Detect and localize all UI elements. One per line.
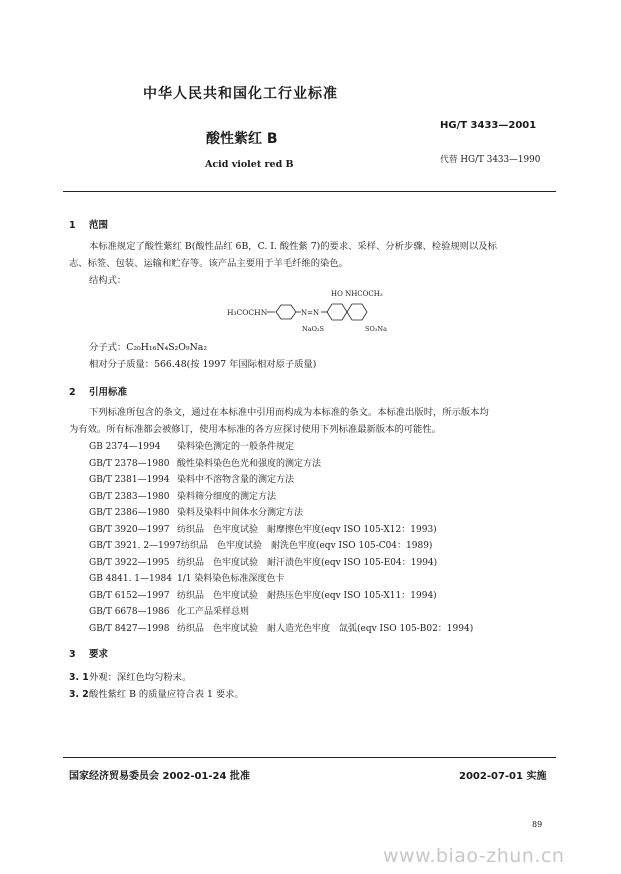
paragraph-line: 下列标准所包含的条文，通过在本标准中引用而构成为本标准的条文。本标准出版时，所示版本均 <box>89 407 489 418</box>
reference-title: 1/1 染料染色标准深度色卡 <box>177 574 285 584</box>
reference-code: GB 4841. 1—1984 <box>89 574 172 584</box>
formula-label: 分子式： <box>89 342 127 353</box>
formula-left-group: H₃COCHN <box>227 308 268 317</box>
reference-code: GB/T 2378—1980 <box>89 459 170 469</box>
requirement-number: 3. 2 <box>69 689 89 700</box>
requirement-number: 3. 1 <box>69 672 89 683</box>
requirement-text: 外观：深红色均匀粉末。 <box>89 672 192 683</box>
reference-title: 酸性染料染色色光和强度的测定方法 <box>177 459 322 469</box>
structural-formula <box>225 286 405 336</box>
reference-code: GB/T 3920—1997 <box>89 525 170 535</box>
replaces-standard: 代替 HG/T 3433—1990 <box>440 155 541 165</box>
section-number: 3 <box>69 649 76 660</box>
reference-item <box>89 522 437 535</box>
section-number: 2 <box>69 387 76 398</box>
reference-item <box>89 456 321 469</box>
standard-number: HG/T 3433—2001 <box>440 120 537 131</box>
section-number: 1 <box>69 220 76 231</box>
mw-label: 相对分子质量： <box>89 359 155 370</box>
reference-title: 化工产品采样总则 <box>177 607 250 617</box>
reference-title: 染料及染料中间体水分测定方法 <box>177 508 304 518</box>
section-title: 要求 <box>89 649 109 660</box>
paragraph-line: 志、标签、包装、运输和贮存等。该产品主要用于羊毛纤维的染色。 <box>69 258 348 269</box>
reference-item <box>89 538 432 551</box>
structure-label: 结构式： <box>89 275 127 286</box>
formula-sub-right: SO₃Na <box>365 325 387 333</box>
formula-value: C₂₀H₁₆N₄S₂O₉Na₂ <box>126 342 208 353</box>
molecular-weight <box>89 356 316 370</box>
section-title: 引用标准 <box>89 387 128 398</box>
requirement-text: 酸性紫红 B 的质量应符合表 1 要求。 <box>89 689 244 700</box>
reference-title: 纺织品 色牢度试验 耐热压色牢度(eqv ISO 105-X11：1994) <box>177 591 437 601</box>
reference-title: 染料筛分细度的测定方法 <box>177 492 277 502</box>
paragraph-line: 为有效。所有标准都会被修订，使用本标准的各方应探讨使用下列标准最新版本的可能性。 <box>69 424 441 435</box>
formula-top-labels: HO NHCOCH₃ <box>331 290 383 298</box>
section-3-heading <box>69 646 108 660</box>
reference-item <box>89 472 294 485</box>
reference-title: 染料染色测定的一般条件规定 <box>177 442 295 452</box>
reference-item <box>89 505 303 518</box>
watermark: www.biao-zhun.cn <box>383 845 565 867</box>
reference-item <box>89 489 276 502</box>
requirement-item <box>69 686 244 700</box>
formula-sub-left: NaO₃S <box>302 325 324 333</box>
industry-title: 中华人民共和国化工行业标准 <box>143 86 338 102</box>
title-cn: 酸性紫红 B <box>206 131 278 147</box>
reference-title: 纺织品 色牢度试验 耐洗色牢度(eqv ISO 105-C04：1989) <box>180 541 433 551</box>
paragraph-line: 本标准规定了酸性紫红 B(酸性品红 6B，C. I. 酸性紫 7)的要求、采样、分析步骤、检验规则以及标 <box>89 241 497 252</box>
section-2-heading <box>69 384 127 398</box>
approval-text: 国家经济贸易委员会 2002-01-24 批准 <box>69 771 250 782</box>
reference-code: GB 2374—1994 <box>89 442 161 452</box>
reference-item <box>89 588 437 601</box>
title-en: Acid violet red B <box>205 159 294 170</box>
reference-title: 染料中不溶物含量的测定方法 <box>177 475 295 485</box>
header-rule <box>63 191 556 192</box>
reference-code: GB/T 8427—1998 <box>89 624 170 634</box>
reference-item <box>89 621 473 634</box>
footer-rule <box>63 757 556 758</box>
reference-item <box>89 571 284 584</box>
mw-value: 566.48(按 1997 年国际相对原子质量) <box>154 359 317 370</box>
reference-title: 纺织品 色牢度试验 耐汗渍色牢度(eqv ISO 105-E04：1994) <box>177 558 438 568</box>
reference-code: GB/T 2386—1980 <box>89 508 170 518</box>
reference-item <box>89 439 294 452</box>
reference-item <box>89 604 249 617</box>
reference-code: GB/T 3922—1995 <box>89 558 170 568</box>
section-title: 范围 <box>89 220 109 231</box>
molecular-formula <box>89 339 207 353</box>
section-1-heading <box>69 217 108 231</box>
reference-code: GB/T 3921. 2—1997 <box>89 541 181 551</box>
reference-title: 纺织品 色牢度试验 耐摩擦色牢度(eqv ISO 105-X12：1993) <box>177 525 437 535</box>
reference-code: GB/T 6678—1986 <box>89 607 170 617</box>
reference-code: GB/T 6152—1997 <box>89 591 170 601</box>
page-number: 89 <box>532 820 543 829</box>
scope-paragraph <box>69 238 556 289</box>
reference-title: 纺织品 色牢度试验 耐人造光色牢度 氙弧(eqv ISO 105-B02：1994) <box>177 624 474 634</box>
requirement-item <box>69 669 191 683</box>
reference-item <box>89 555 437 568</box>
reference-code: GB/T 2381—1994 <box>89 475 170 485</box>
reference-code: GB/T 2383—1980 <box>89 492 170 502</box>
implementation-text: 2002-07-01 实施 <box>459 771 547 782</box>
azo-group: N=N <box>301 309 320 317</box>
references-paragraph <box>69 404 556 438</box>
